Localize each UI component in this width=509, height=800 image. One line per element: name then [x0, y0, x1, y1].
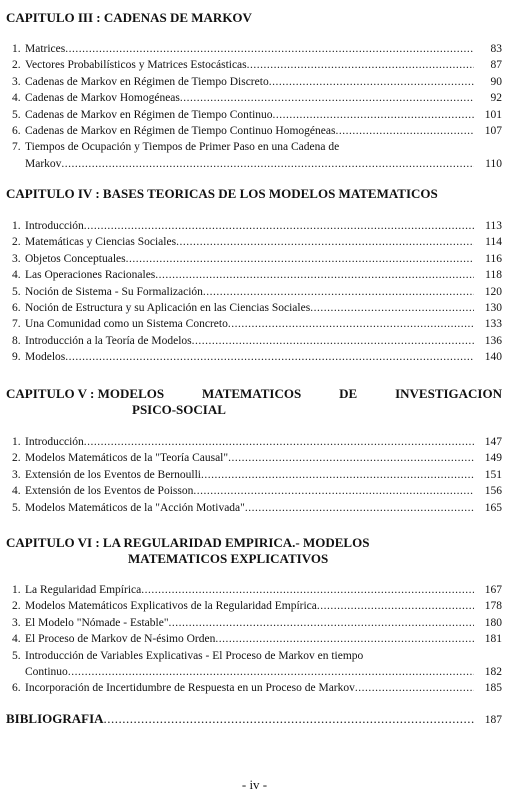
leader-dots — [68, 664, 474, 680]
leader-dots — [84, 218, 474, 234]
leader-dots — [355, 680, 474, 696]
toc-entry[interactable] — [12, 333, 502, 349]
leader-dots — [176, 234, 474, 250]
chapter-title: CADENAS DE MARKOV — [103, 10, 252, 25]
chapter-entries — [12, 434, 502, 516]
entry-number: 3. — [12, 468, 21, 481]
entry-number: 2. — [12, 59, 21, 72]
entry-number: 5. — [12, 108, 21, 121]
entry-number: 5. — [12, 285, 21, 298]
entry-page: 101 — [484, 108, 502, 121]
toc-entry[interactable] — [12, 284, 502, 300]
entry-title: Extensión de los Eventos de Poisson — [25, 485, 194, 498]
entry-page: 140 — [484, 351, 502, 364]
entry-title-continued: Continuo — [25, 666, 68, 679]
toc-entry[interactable] — [12, 500, 502, 516]
bibliography-title: BIBLIOGRAFIA — [6, 711, 104, 726]
entry-title: Cadenas de Markov en Régimen de Tiempo Continuo Homogéneas — [25, 125, 336, 138]
leader-dots — [228, 316, 474, 332]
entry-title: La Regularidad Empírica — [25, 584, 142, 596]
entry-number: 1. — [12, 220, 21, 232]
entry-title: Introducción — [25, 436, 84, 448]
chapter-label: CAPITULO VI : — [6, 535, 100, 550]
chapter-title-line2: MATEMATICOS EXPLICATIVOS — [128, 551, 329, 566]
leader-dots — [84, 434, 474, 450]
entry-title: Modelos Matemáticos Explicativos de la Regularidad Empírica — [25, 600, 317, 613]
toc-entry[interactable] — [12, 234, 502, 250]
toc-entry[interactable] — [12, 450, 502, 466]
entry-number: 9. — [12, 351, 21, 364]
entry-page: 187 — [484, 714, 502, 726]
chapter-entries — [12, 582, 502, 697]
entry-page: 185 — [484, 682, 502, 695]
entry-title: Objetos Conceptuales — [25, 252, 126, 265]
leader-dots — [310, 300, 474, 316]
toc-entry[interactable] — [12, 251, 502, 267]
toc-entry[interactable] — [12, 123, 502, 139]
leader-dots — [228, 450, 474, 466]
leader-dots — [203, 284, 474, 300]
entry-page: 92 — [490, 92, 502, 105]
entry-title: El Proceso de Markov de N-ésimo Orden — [25, 633, 216, 646]
entry-page: 120 — [484, 285, 502, 298]
toc-entry[interactable] — [12, 300, 502, 316]
entry-number: 3. — [12, 616, 21, 629]
entry-number: 2. — [12, 236, 21, 249]
bibliography-entry[interactable] — [6, 711, 502, 727]
chapter-entries — [12, 41, 502, 172]
entry-title: Incorporación de Incertidumbre de Respuesta en un Proceso de Markov — [25, 682, 355, 695]
leader-dots — [192, 333, 474, 349]
toc-entry[interactable] — [12, 267, 502, 283]
entry-title: Modelos Matemáticos de la "Acción Motivada" — [25, 501, 245, 514]
entry-number: 7. — [12, 318, 21, 331]
entry-number: 4. — [12, 633, 21, 646]
leader-dots — [65, 41, 474, 57]
toc-entry[interactable] — [12, 316, 502, 332]
chapter-heading — [6, 386, 502, 418]
entry-page: 90 — [490, 75, 502, 88]
entry-number: 6. — [12, 302, 21, 315]
toc-entry[interactable] — [12, 582, 502, 598]
toc-entry[interactable] — [12, 648, 502, 664]
chapter-label: CAPITULO III : — [6, 10, 101, 25]
chapter-entries — [12, 218, 502, 366]
toc-entry[interactable] — [12, 41, 502, 57]
entry-number: 7. — [12, 141, 21, 154]
toc-entry[interactable] — [12, 483, 502, 499]
leader-dots — [155, 267, 474, 283]
entry-page: 87 — [490, 59, 502, 72]
entry-number: 4. — [12, 485, 21, 498]
entry-page: 181 — [484, 633, 502, 646]
leader-dots — [169, 615, 474, 631]
entry-number: 6. — [12, 125, 21, 138]
entry-title: Modelos Matemáticos de la "Teoría Causal" — [25, 452, 229, 465]
entry-title: Introducción de Variables Explicativas - El Proceso de Markov en tiempo — [25, 649, 364, 662]
entry-title: Cadenas de Markov en Régimen de Tiempo Discreto — [25, 75, 269, 88]
entry-title: Cadenas de Markov en Régimen de Tiempo Continuo — [25, 108, 273, 121]
entry-page: 113 — [485, 220, 502, 232]
entry-page: 149 — [484, 452, 502, 465]
toc-entry[interactable] — [12, 434, 502, 450]
leader-dots — [61, 156, 474, 172]
chapter-title: MODELOS MATEMATICOS DE INVESTIGACION — [97, 386, 502, 401]
chapter-title-line2: PSICO-SOCIAL — [132, 402, 226, 417]
entry-page: 178 — [484, 600, 502, 613]
entry-page: 167 — [484, 584, 502, 596]
toc-entry-continuation[interactable] — [12, 156, 502, 172]
chapter-heading — [6, 186, 502, 202]
toc-entry[interactable] — [12, 467, 502, 483]
leader-dots — [104, 711, 474, 727]
toc-entry[interactable] — [12, 139, 502, 155]
entry-number: 2. — [12, 452, 21, 465]
chapter-title: BASES TEORICAS DE LOS MODELOS MATEMATICOS — [102, 186, 438, 201]
entry-page: 110 — [485, 157, 502, 170]
entry-title: Modelos — [25, 351, 66, 364]
leader-dots — [215, 631, 474, 647]
leader-dots — [126, 251, 474, 267]
entry-page: 182 — [484, 666, 502, 679]
entry-number: 5. — [12, 501, 21, 514]
entry-title: El Modelo "Nómade - Estable" — [25, 616, 169, 629]
entry-title: Introducción a la Teoría de Modelos — [25, 334, 192, 347]
toc-entry[interactable] — [12, 57, 502, 73]
entry-title: Las Operaciones Racionales — [25, 269, 156, 282]
entry-title: Extensión de los Eventos de Bernoulli — [25, 468, 201, 481]
entry-page: 165 — [484, 501, 502, 514]
leader-dots — [201, 467, 474, 483]
chapter-label: CAPITULO IV : — [6, 186, 100, 201]
entry-page: 118 — [485, 269, 502, 282]
toc-entry[interactable] — [12, 598, 502, 614]
entry-title-continued: Markov — [25, 157, 62, 170]
entry-page: 136 — [484, 334, 502, 347]
chapter-title: LA REGULARIDAD EMPIRICA.- MODELOS — [102, 535, 370, 550]
entry-number: 4. — [12, 269, 21, 282]
toc-entry-continuation[interactable] — [12, 664, 502, 680]
toc-entry[interactable] — [12, 90, 502, 106]
toc-entry[interactable] — [12, 74, 502, 90]
toc-entry[interactable] — [12, 107, 502, 123]
leader-dots — [141, 582, 474, 598]
entry-number: 3. — [12, 75, 21, 88]
chapter-label: CAPITULO V : — [6, 386, 95, 401]
toc-entry[interactable] — [12, 615, 502, 631]
entry-page: 114 — [485, 236, 502, 249]
leader-dots — [247, 57, 474, 73]
entry-number: 1. — [12, 584, 21, 596]
entry-page: 83 — [490, 43, 502, 55]
entry-page: 147 — [484, 436, 502, 448]
chapter-heading — [6, 10, 502, 26]
entry-number: 8. — [12, 334, 21, 347]
entry-number: 1. — [12, 436, 21, 448]
entry-number: 1. — [12, 43, 21, 55]
leader-dots — [245, 500, 474, 516]
entry-page: 130 — [484, 302, 502, 315]
entry-page: 156 — [484, 485, 502, 498]
entry-title: Tiempos de Ocupación y Tiempos de Primer Paso en una Cadena de — [25, 141, 340, 154]
entry-number: 3. — [12, 252, 21, 265]
leader-dots — [273, 107, 474, 123]
leader-dots — [193, 483, 474, 499]
toc-entry[interactable] — [12, 680, 502, 696]
entry-title: Vectores Probabilísticos y Matrices Estocásticas — [25, 59, 247, 72]
leader-dots — [335, 123, 474, 139]
leader-dots — [65, 349, 474, 365]
entry-title: Introducción — [25, 220, 84, 232]
entry-title: Noción de Estructura y su Aplicación en las Ciencias Sociales — [25, 302, 311, 315]
entry-number: 2. — [12, 600, 21, 613]
leader-dots — [317, 598, 474, 614]
entry-title: Matemáticas y Ciencias Sociales — [25, 236, 177, 249]
entry-page: 107 — [484, 125, 502, 138]
leader-dots — [269, 74, 474, 90]
entry-number: 4. — [12, 92, 21, 105]
entry-number: 5. — [12, 649, 21, 662]
page-number-footer: - iv - — [241, 777, 268, 792]
entry-title: Matrices — [25, 43, 66, 55]
entry-title: Cadenas de Markov Homogéneas — [25, 92, 180, 105]
entry-page: 180 — [484, 616, 502, 629]
entry-page: 116 — [485, 252, 502, 265]
toc-entry[interactable] — [12, 631, 502, 647]
entry-number: 6. — [12, 682, 21, 695]
toc-entry[interactable] — [12, 349, 502, 365]
toc-entry[interactable] — [12, 218, 502, 234]
entry-page: 133 — [484, 318, 502, 331]
entry-title: Una Comunidad como un Sistema Concreto — [25, 318, 228, 331]
leader-dots — [180, 90, 474, 106]
entry-title: Noción de Sistema - Su Formalización — [25, 285, 203, 298]
entry-page: 151 — [484, 468, 502, 481]
chapter-heading — [6, 535, 502, 567]
